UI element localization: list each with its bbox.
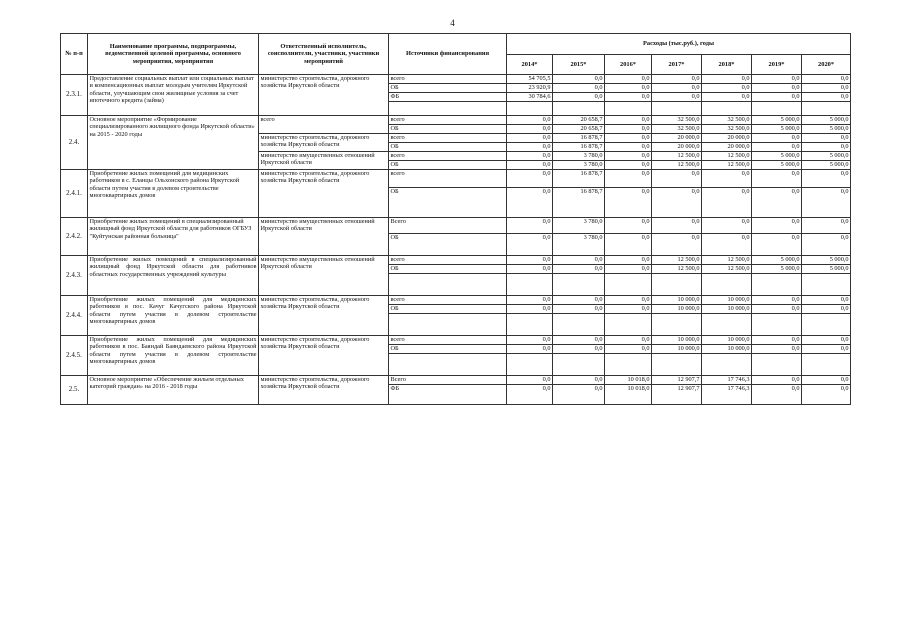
row-value: 0,0 [605, 265, 652, 274]
row-value-empty [752, 102, 802, 116]
table-row [61, 218, 851, 234]
row-value: 3 780,0 [553, 152, 605, 161]
row-name: Основное мероприятие «Обеспечение жильем отдельных категорий граждан» на 2016 - 2018 годы [88, 376, 259, 405]
row-value: 0,0 [802, 376, 851, 385]
row-value: 32 500,0 [702, 116, 752, 125]
row-value: 0,0 [507, 143, 553, 152]
row-value: 0,0 [652, 188, 702, 218]
header-num: № п-п [61, 34, 88, 75]
row-source: ОБ [389, 188, 507, 218]
row-value: 0,0 [752, 345, 802, 354]
row-value: 20 000,0 [652, 143, 702, 152]
row-value: 0,0 [605, 75, 652, 84]
row-value: 10 000,0 [652, 305, 702, 314]
row-source: ОБ [389, 161, 507, 170]
table-row [61, 116, 851, 125]
row-value: 0,0 [553, 345, 605, 354]
row-value: 3 780,0 [553, 218, 605, 234]
row-value: 0,0 [752, 296, 802, 305]
row-value: 0,0 [605, 296, 652, 305]
table-row [61, 75, 851, 84]
row-value: 0,0 [553, 336, 605, 345]
row-value: 32 500,0 [652, 125, 702, 134]
row-value: 0,0 [802, 234, 851, 256]
row-value: 0,0 [752, 188, 802, 218]
row-value: 0,0 [802, 188, 851, 218]
header-year: 2014* [507, 55, 553, 75]
row-value: 0,0 [553, 256, 605, 265]
row-value: 0,0 [605, 134, 652, 143]
row-value: 32 500,0 [652, 116, 702, 125]
row-value: 0,0 [702, 93, 752, 102]
row-value: 0,0 [752, 376, 802, 385]
row-source: ОБ [389, 345, 507, 354]
row-value: 0,0 [802, 305, 851, 314]
row-value-empty [752, 314, 802, 336]
row-value: 0,0 [702, 75, 752, 84]
row-value: 0,0 [652, 234, 702, 256]
row-name: Приобретение жилых помещений для медицинских работников в пос. Качуг Качугского района Иркутской области путем участия в долевом строительстве многоквартирных домов [88, 296, 259, 336]
row-value: 23 920,9 [507, 84, 553, 93]
row-value: 0,0 [652, 75, 702, 84]
row-value: 0,0 [752, 143, 802, 152]
row-value: 0,0 [802, 296, 851, 305]
row-value: 0,0 [605, 152, 652, 161]
row-source: Всего [389, 218, 507, 234]
row-value: 0,0 [802, 336, 851, 345]
row-number: 2.4.3. [61, 256, 88, 296]
row-value-empty [553, 274, 605, 296]
row-number: 2.4.1. [61, 170, 88, 218]
header-year: 2018* [702, 55, 752, 75]
row-name: Основное мероприятие «Формирование специализированного жилищного фонда Иркутской области» на 2015 - 2020 годы [88, 116, 259, 170]
table-row [61, 376, 851, 385]
row-value: 0,0 [507, 234, 553, 256]
row-value: 10 000,0 [702, 336, 752, 345]
row-value: 0,0 [802, 134, 851, 143]
table-row [61, 336, 851, 345]
row-value: 0,0 [553, 376, 605, 385]
row-value: 0,0 [605, 188, 652, 218]
row-name: Приобретение жилых помещений для медицинских работников в с. Еланцы Ольхонского района Иркутской области путем участия в долевом строительстве многоквартирных домов [88, 170, 259, 218]
row-value: 3 780,0 [553, 161, 605, 170]
row-value: 0,0 [507, 152, 553, 161]
header-year: 2020* [802, 55, 851, 75]
row-source: ОБ [389, 265, 507, 274]
row-value: 0,0 [605, 161, 652, 170]
row-responsible: министерство имущественных отношений Иркутской области [259, 152, 389, 170]
row-value: 0,0 [553, 93, 605, 102]
header-expenses: Расходы (тыс.руб.), годы [507, 34, 851, 55]
row-value: 17 746,3 [702, 385, 752, 405]
page-number: 4 [450, 18, 455, 28]
row-value: 0,0 [507, 296, 553, 305]
row-value-empty [553, 314, 605, 336]
table-row [61, 296, 851, 305]
row-source: ОБ [389, 125, 507, 134]
row-number: 2.4.4. [61, 296, 88, 336]
row-source: ФБ [389, 93, 507, 102]
row-value: 5 000,0 [802, 152, 851, 161]
row-number: 2.4.2. [61, 218, 88, 256]
row-value: 0,0 [605, 336, 652, 345]
row-value: 0,0 [802, 75, 851, 84]
row-value: 16 878,7 [553, 188, 605, 218]
row-value: 0,0 [507, 345, 553, 354]
row-value: 0,0 [802, 143, 851, 152]
row-value: 10 000,0 [702, 345, 752, 354]
row-value: 0,0 [752, 234, 802, 256]
row-source-empty [389, 102, 507, 116]
row-value: 0,0 [553, 265, 605, 274]
header-year: 2017* [652, 55, 702, 75]
row-value: 0,0 [507, 161, 553, 170]
row-source: ФБ [389, 385, 507, 405]
row-value-empty [605, 314, 652, 336]
row-value: 0,0 [802, 84, 851, 93]
row-value: 30 784,6 [507, 93, 553, 102]
row-value: 0,0 [752, 170, 802, 188]
row-source: всего [389, 336, 507, 345]
row-value: 0,0 [605, 305, 652, 314]
row-value: 16 878,7 [553, 134, 605, 143]
row-value: 0,0 [553, 305, 605, 314]
row-value-empty [605, 102, 652, 116]
header-year: 2016* [605, 55, 652, 75]
row-value: 5 000,0 [752, 256, 802, 265]
row-value: 0,0 [605, 345, 652, 354]
row-value-empty [652, 274, 702, 296]
row-value: 0,0 [605, 170, 652, 188]
row-value: 20 658,7 [553, 125, 605, 134]
row-source: всего [389, 116, 507, 125]
row-source: всего [389, 134, 507, 143]
row-value: 0,0 [553, 296, 605, 305]
row-value: 20 000,0 [702, 143, 752, 152]
row-number: 2.5. [61, 376, 88, 405]
row-value: 12 500,0 [652, 265, 702, 274]
row-value-empty [507, 274, 553, 296]
row-source: всего [389, 75, 507, 84]
row-value: 12 500,0 [652, 161, 702, 170]
row-value: 0,0 [507, 385, 553, 405]
row-value: 0,0 [507, 265, 553, 274]
row-number: 2.4. [61, 116, 88, 170]
row-value: 0,0 [752, 336, 802, 345]
row-value: 0,0 [553, 75, 605, 84]
row-value-empty [702, 102, 752, 116]
row-source-empty [389, 354, 507, 376]
row-number: 2.4.5. [61, 336, 88, 376]
row-value-empty [652, 314, 702, 336]
row-source: Всего [389, 376, 507, 385]
row-value: 0,0 [605, 218, 652, 234]
row-value: 0,0 [752, 93, 802, 102]
row-value: 0,0 [507, 305, 553, 314]
row-value: 16 878,7 [553, 170, 605, 188]
row-value-empty [752, 354, 802, 376]
row-value: 16 878,7 [553, 143, 605, 152]
row-value: 12 500,0 [702, 265, 752, 274]
row-value: 5 000,0 [802, 116, 851, 125]
row-value: 20 000,0 [702, 134, 752, 143]
row-value: 5 000,0 [802, 125, 851, 134]
row-value: 32 500,0 [702, 125, 752, 134]
row-value: 0,0 [605, 143, 652, 152]
row-value: 10 000,0 [702, 305, 752, 314]
row-value: 12 907,7 [652, 376, 702, 385]
row-value: 12 500,0 [702, 161, 752, 170]
row-value: 20 000,0 [652, 134, 702, 143]
row-value: 0,0 [802, 93, 851, 102]
row-value-empty [553, 354, 605, 376]
row-value: 12 500,0 [652, 152, 702, 161]
row-value: 0,0 [752, 218, 802, 234]
table-row [61, 170, 851, 188]
row-value-empty [702, 274, 752, 296]
row-value: 0,0 [507, 134, 553, 143]
row-value-empty [702, 354, 752, 376]
row-value: 0,0 [605, 84, 652, 93]
row-value: 10 000,0 [652, 336, 702, 345]
row-value: 12 500,0 [702, 256, 752, 265]
row-value: 5 000,0 [752, 152, 802, 161]
row-source-empty [389, 314, 507, 336]
row-source: ОБ [389, 143, 507, 152]
row-name: Приобретение жилых помещений для медицинских работников в пос. Баяндай Баяндаевского района Иркутской области путем участия в долевом строительстве многоквартирных домов [88, 336, 259, 376]
row-source: ОБ [389, 234, 507, 256]
row-value: 10 018,0 [605, 385, 652, 405]
row-source-empty [389, 274, 507, 296]
row-value: 0,0 [802, 345, 851, 354]
row-value: 17 746,3 [702, 376, 752, 385]
row-value: 0,0 [605, 125, 652, 134]
row-value: 0,0 [507, 116, 553, 125]
row-value: 0,0 [507, 336, 553, 345]
row-value-empty [652, 102, 702, 116]
row-value: 0,0 [507, 170, 553, 188]
row-value: 0,0 [507, 188, 553, 218]
row-value: 0,0 [652, 218, 702, 234]
row-value: 0,0 [752, 134, 802, 143]
row-value-empty [507, 354, 553, 376]
row-value: 0,0 [605, 116, 652, 125]
row-value: 0,0 [553, 84, 605, 93]
row-responsible: министерство строительства, дорожного хозяйства Иркутской области [259, 134, 389, 152]
row-value: 0,0 [507, 376, 553, 385]
row-value-empty [802, 102, 851, 116]
header-year: 2015* [553, 55, 605, 75]
header-name: Наименование программы, подпрограммы, ведомственной целевой программы, основного мероприятия, мероприятия [88, 34, 259, 75]
row-value-empty [702, 314, 752, 336]
row-value: 5 000,0 [752, 265, 802, 274]
row-value-empty [802, 314, 851, 336]
row-value: 10 000,0 [652, 296, 702, 305]
row-value: 0,0 [702, 170, 752, 188]
row-value: 0,0 [702, 84, 752, 93]
row-value: 0,0 [605, 234, 652, 256]
row-value-empty [752, 274, 802, 296]
row-name: Предоставление социальных выплат или социальных выплат и компенсационных выплат молодым учителям Иркутской области, улучшающим свои жилищные условия за счет ипотечного кредита (займа) [88, 75, 259, 116]
row-value: 5 000,0 [802, 161, 851, 170]
row-responsible: министерство имущественных отношений Иркутской области [259, 218, 389, 256]
row-value: 0,0 [652, 170, 702, 188]
row-value: 0,0 [752, 84, 802, 93]
row-value-empty [553, 102, 605, 116]
row-value: 5 000,0 [752, 116, 802, 125]
row-value: 0,0 [507, 125, 553, 134]
row-value: 20 658,7 [553, 116, 605, 125]
header-responsible: Ответственный исполнитель, соисполнители, участники, участники мероприятий [259, 34, 389, 75]
header-source: Источники финансирования [389, 34, 507, 75]
row-source: всего [389, 152, 507, 161]
row-value: 0,0 [702, 218, 752, 234]
row-value: 10 000,0 [702, 296, 752, 305]
row-value: 0,0 [507, 218, 553, 234]
row-value: 3 780,0 [553, 234, 605, 256]
row-value: 0,0 [652, 84, 702, 93]
row-value: 0,0 [605, 93, 652, 102]
row-source: всего [389, 296, 507, 305]
row-value-empty [802, 354, 851, 376]
row-value: 0,0 [605, 256, 652, 265]
row-value: 12 500,0 [652, 256, 702, 265]
row-source: ОБ [389, 305, 507, 314]
row-value: 54 705,5 [507, 75, 553, 84]
row-value: 0,0 [802, 218, 851, 234]
row-value: 0,0 [752, 75, 802, 84]
row-value: 0,0 [652, 93, 702, 102]
row-value: 0,0 [752, 385, 802, 405]
table-row [61, 256, 851, 265]
row-value: 0,0 [802, 385, 851, 405]
row-value: 12 500,0 [702, 152, 752, 161]
row-value: 5 000,0 [802, 256, 851, 265]
row-source: всего [389, 256, 507, 265]
row-value: 5 000,0 [752, 161, 802, 170]
row-responsible: всего [259, 116, 389, 134]
row-number: 2.3.1. [61, 75, 88, 116]
row-source: ОБ [389, 84, 507, 93]
row-value: 0,0 [553, 385, 605, 405]
row-value: 0,0 [752, 305, 802, 314]
row-value: 5 000,0 [802, 265, 851, 274]
expenses-table [60, 33, 851, 405]
row-responsible: министерство строительства, дорожного хозяйства Иркутской области [259, 296, 389, 336]
row-value: 12 907,7 [652, 385, 702, 405]
row-value: 10 000,0 [652, 345, 702, 354]
row-value-empty [605, 354, 652, 376]
row-responsible: министерство строительства, дорожного хозяйства Иркутской области [259, 336, 389, 376]
row-value-empty [605, 274, 652, 296]
row-responsible: министерство имущественных отношений Иркутской области [259, 256, 389, 296]
row-responsible: министерство строительства, дорожного хозяйства Иркутской области [259, 376, 389, 405]
row-name: Приобретение жилых помещений в специализированный жилищный фонд Иркутской области для работников областных государственных учреждений культуры [88, 256, 259, 296]
row-value: 0,0 [507, 256, 553, 265]
row-value-empty [802, 274, 851, 296]
row-name: Приобретение жилых помещений в специализированный жилищный фонд Иркутской области для работников ОГБУЗ "Куйтунская районная больница" [88, 218, 259, 256]
row-source: всего [389, 170, 507, 188]
row-responsible: министерство строительства, дорожного хозяйства Иркутской области [259, 170, 389, 218]
row-value-empty [652, 354, 702, 376]
row-value: 0,0 [702, 234, 752, 256]
row-responsible: министерство строительства, дорожного хозяйства Иркутской области [259, 75, 389, 116]
row-value: 5 000,0 [752, 125, 802, 134]
header-year: 2019* [752, 55, 802, 75]
row-value: 0,0 [802, 170, 851, 188]
row-value-empty [507, 314, 553, 336]
row-value: 0,0 [702, 188, 752, 218]
row-value: 10 018,0 [605, 376, 652, 385]
row-value-empty [507, 102, 553, 116]
